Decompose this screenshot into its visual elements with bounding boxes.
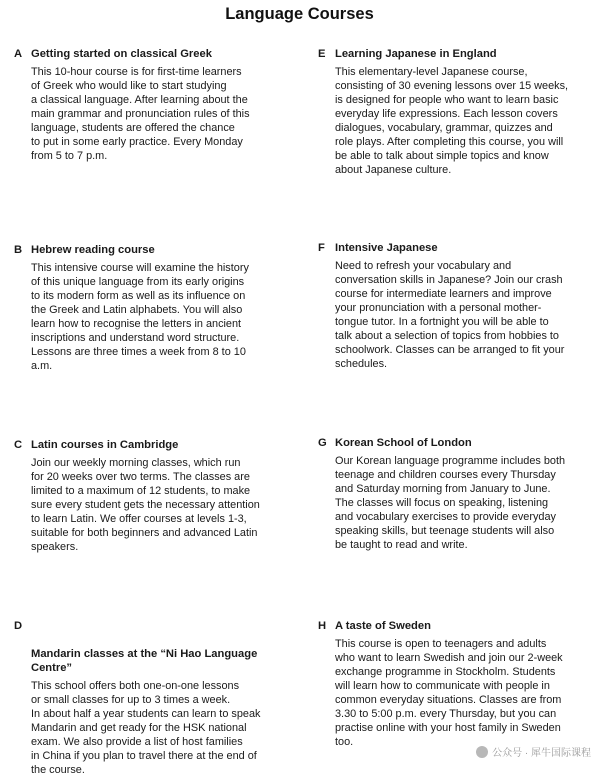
course-heading <box>318 619 593 633</box>
course-letter: A <box>14 48 23 60</box>
course-heading <box>318 241 593 255</box>
course-title: Intensive Japanese <box>335 242 438 254</box>
course-b <box>14 243 289 373</box>
course-letter: H <box>318 620 327 632</box>
course-a <box>14 47 289 163</box>
course-letter: E <box>318 48 326 60</box>
course-description: Our Korean language programme includes both teenage and children courses every Thursday and Saturday morning from January to June. The classes will focus on speaking, listening and vocabulary exercises to provide everyday speaking skills, but teenage students will also be taught to read and write. <box>335 455 566 551</box>
wechat-icon <box>476 746 488 758</box>
course-heading <box>14 243 289 257</box>
page-title: Language Courses <box>225 5 374 23</box>
course-f <box>318 241 593 371</box>
course-c <box>14 438 289 554</box>
course-description: Need to refresh your vocabulary and conversation skills in Japanese? Join our crash course for intermediate learners and improve your pronunciation with a personal mother- tongue tutor. In a fortnight you will be able to talk about a selection of topics from hobbies to schoolwork. Classes can be arranged to fit your schedules. <box>335 260 565 370</box>
course-title: Getting started on classical Greek <box>31 48 212 60</box>
course-description: This course is open to teenagers and adults who want to learn Swedish and join our 2-week exchange programme in Stockholm. Students will learn how to communicate with people in common everyday situations. Classes are from 3.30 to 5:00 p.m. every Thursday, but you can practise online with your host family in Sweden too. <box>335 638 563 748</box>
course-letter: F <box>318 242 325 254</box>
course-heading <box>14 438 289 452</box>
watermark <box>476 744 591 759</box>
course-heading <box>14 619 289 675</box>
course-description: Join our weekly morning classes, which run for 20 weeks over two terms. The classes are limited to a maximum of 12 students, to make sure every student gets the necessary attention to learn Latin. We offer courses at levels 1-3, suitable for both beginners and advanced Latin speakers. <box>31 457 260 553</box>
course-title: Learning Japanese in England <box>335 48 497 60</box>
course-heading <box>14 47 289 61</box>
course-title: Latin courses in Cambridge <box>31 439 179 451</box>
course-description: This 10-hour course is for first-time learners of Greek who would like to start studying a classical language. After learning about the main grammar and pronunciation rules of this language, students are offered the chance to put in some early practice. Every Monday from 5 to 7 p.m. <box>31 66 250 162</box>
course-g <box>318 436 593 552</box>
course-title: Korean School of London <box>335 437 472 449</box>
watermark-text: 公众号 · 犀牛国际课程 <box>492 748 591 759</box>
course-title: A taste of Sweden <box>335 620 431 632</box>
course-h <box>318 619 593 749</box>
course-title: Mandarin classes at the “Ni Hao Language Centre” <box>31 648 258 674</box>
course-d <box>14 619 289 777</box>
course-description: This school offers both one-on-one lessons or small classes for up to 3 times a week. In about half a year students can learn to speak Mandarin and get ready for the HSK national exam. We also provide a list of host families in China if you plan to travel there at the end of the course. <box>31 680 261 776</box>
course-description: This intensive course will examine the history of this unique language from its early origins to its modern form as well as its influence on the Greek and Latin alphabets. You will also learn how to recognise the letters in ancient inscriptions and understand word structure. Lessons are three times a week from 8 to 10 a.m. <box>31 262 249 372</box>
course-e <box>318 47 593 177</box>
course-letter: B <box>14 244 23 256</box>
course-letter: G <box>318 437 327 449</box>
course-description: This elementary-level Japanese course, consisting of 30 evening lessons over 15 weeks, is designed for people who want to learn basic everyday life expressions. Each lesson covers dialogues, vocabulary, grammar, quizzes and role plays. After completing this course, you will be able to talk about simple topics and know about Japanese culture. <box>335 66 569 176</box>
course-letter: D <box>14 620 23 632</box>
course-title: Hebrew reading course <box>31 244 155 256</box>
course-heading <box>318 436 593 450</box>
course-letter: C <box>14 439 23 451</box>
course-heading <box>318 47 593 61</box>
